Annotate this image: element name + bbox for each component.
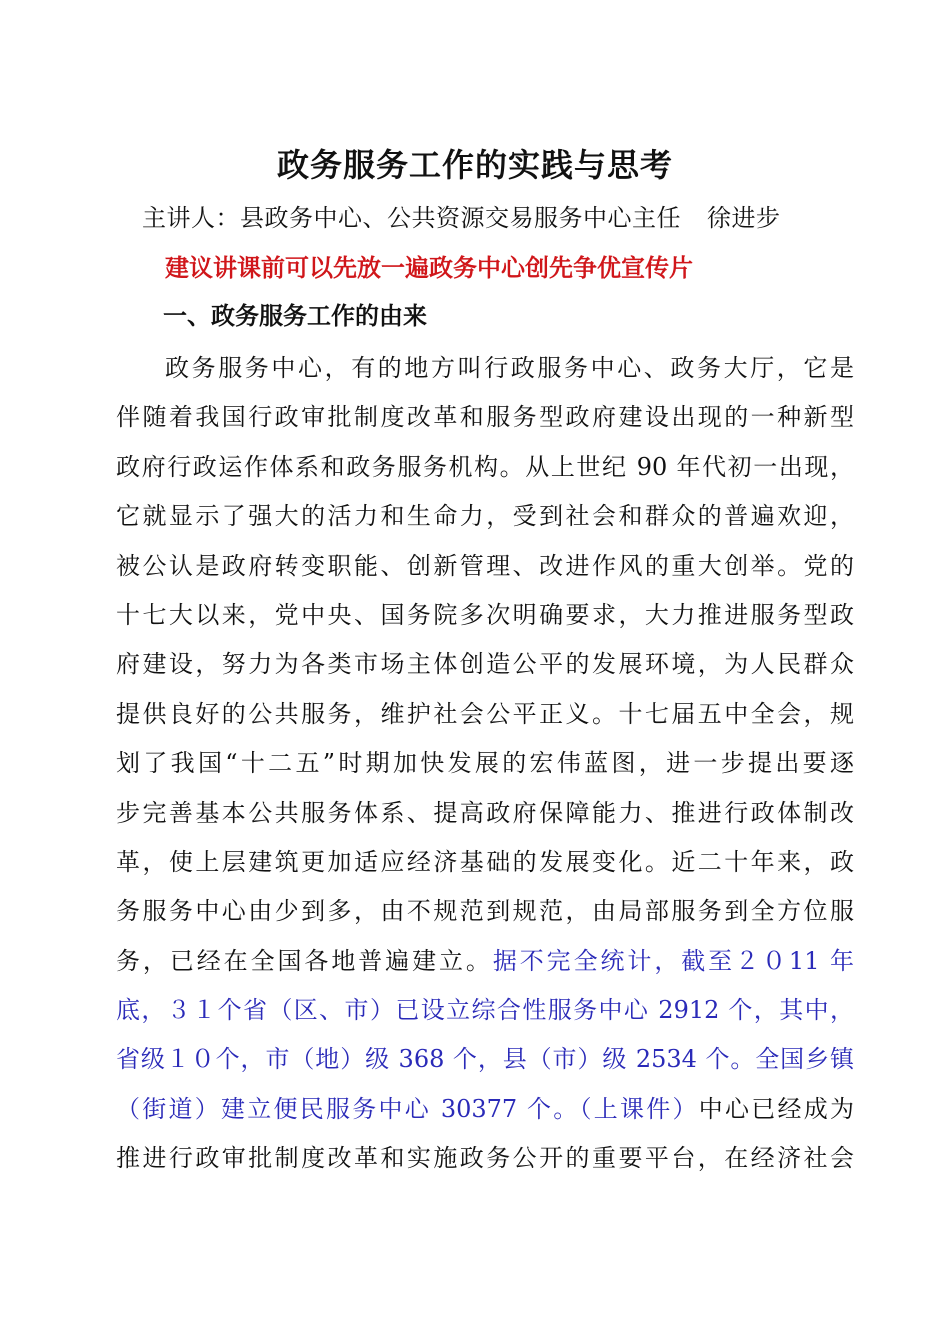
paragraph-line (116, 640, 854, 689)
paragraph-line (116, 443, 854, 492)
paragraph-text: 府建设，努力为各类市场主体创造公平的发展环境，为人民群众 (116, 650, 854, 679)
paragraph-line (116, 789, 854, 838)
speaker-name: 徐进步 (707, 204, 781, 232)
highlighted-text: 省级１０个，市（地）级 368 个，县（市）级 2534 个。全国乡镇 (116, 1045, 854, 1074)
highlighted-text: （街道）建立便民服务中心 30377 个。（上课件） (116, 1094, 699, 1123)
speaker-line (142, 198, 842, 238)
paragraph-text: 十七大以来，党中央、国务院多次明确要求，大力推进服务型政 (116, 600, 854, 629)
section-heading: 一、政务服务工作的由来 (163, 301, 427, 330)
paragraph-text: 中心已经成为 (698, 1094, 854, 1123)
paragraph-line (116, 393, 854, 442)
paragraph-text: 伴随着我国行政审批制度改革和服务型政府建设出现的一种新型 (116, 403, 854, 432)
paragraph-text: 推进行政审批制度改革和实施政务公开的重要平台，在经济社会 (116, 1144, 854, 1173)
paragraph-line (116, 937, 854, 986)
paragraph-line (116, 690, 854, 739)
paragraph-text: 它就显示了强大的活力和生命力，受到社会和群众的普遍欢迎， (116, 502, 854, 531)
paragraph-line (116, 1035, 854, 1084)
paragraph-text: 政务服务中心，有的地方叫行政服务中心、政务大厅，它是 (165, 354, 854, 382)
paragraph-line (116, 344, 854, 393)
paragraph-line (116, 887, 854, 936)
paragraph-text: 政府行政运作体系和政务服务机构。从上世纪 90 年代初一出现， (116, 452, 854, 481)
paragraph-line (116, 986, 854, 1035)
document-title: 政务服务工作的实践与思考 (276, 146, 673, 184)
paragraph-line (116, 838, 854, 887)
highlighted-text: 底，３１个省（区、市）已设立综合性服务中心 2912 个，其中， (116, 996, 854, 1025)
paragraph-text: 革，使上层建筑更加适应经济基础的发展变化。近二十年来，政 (116, 847, 854, 876)
lecture-suggestion: 建议讲课前可以先放一遍政务中心创先争优宣传片 (165, 253, 693, 282)
paragraph-line (116, 1134, 854, 1183)
paragraph-line (116, 591, 854, 640)
body-paragraph (116, 344, 854, 1184)
speaker-label: 主讲人：县政务中心、公共资源交易服务中心主任 (142, 204, 681, 232)
paragraph-text: 划了我国“十二五”时期加快发展的宏伟蓝图，进一步提出要逐 (116, 749, 854, 778)
paragraph-line (116, 492, 854, 541)
paragraph-text: 务，已经在全国各地普遍建立。 (116, 946, 493, 975)
paragraph-line (116, 739, 854, 788)
paragraph-text: 务服务中心由少到多，由不规范到规范，由局部服务到全方位服 (116, 897, 854, 926)
paragraph-text: 步完善基本公共服务体系、提高政府保障能力、推进行政体制改 (116, 798, 854, 827)
paragraph-text: 被公认是政府转变职能、创新管理、改进作风的重大创举。党的 (116, 551, 854, 580)
highlighted-text: 据不完全统计，截至２０11 年 (492, 946, 855, 975)
paragraph-text: 提供良好的公共服务，维护社会公平正义。十七届五中全会，规 (116, 699, 854, 728)
paragraph-line (116, 542, 854, 591)
paragraph-line (116, 1085, 854, 1134)
